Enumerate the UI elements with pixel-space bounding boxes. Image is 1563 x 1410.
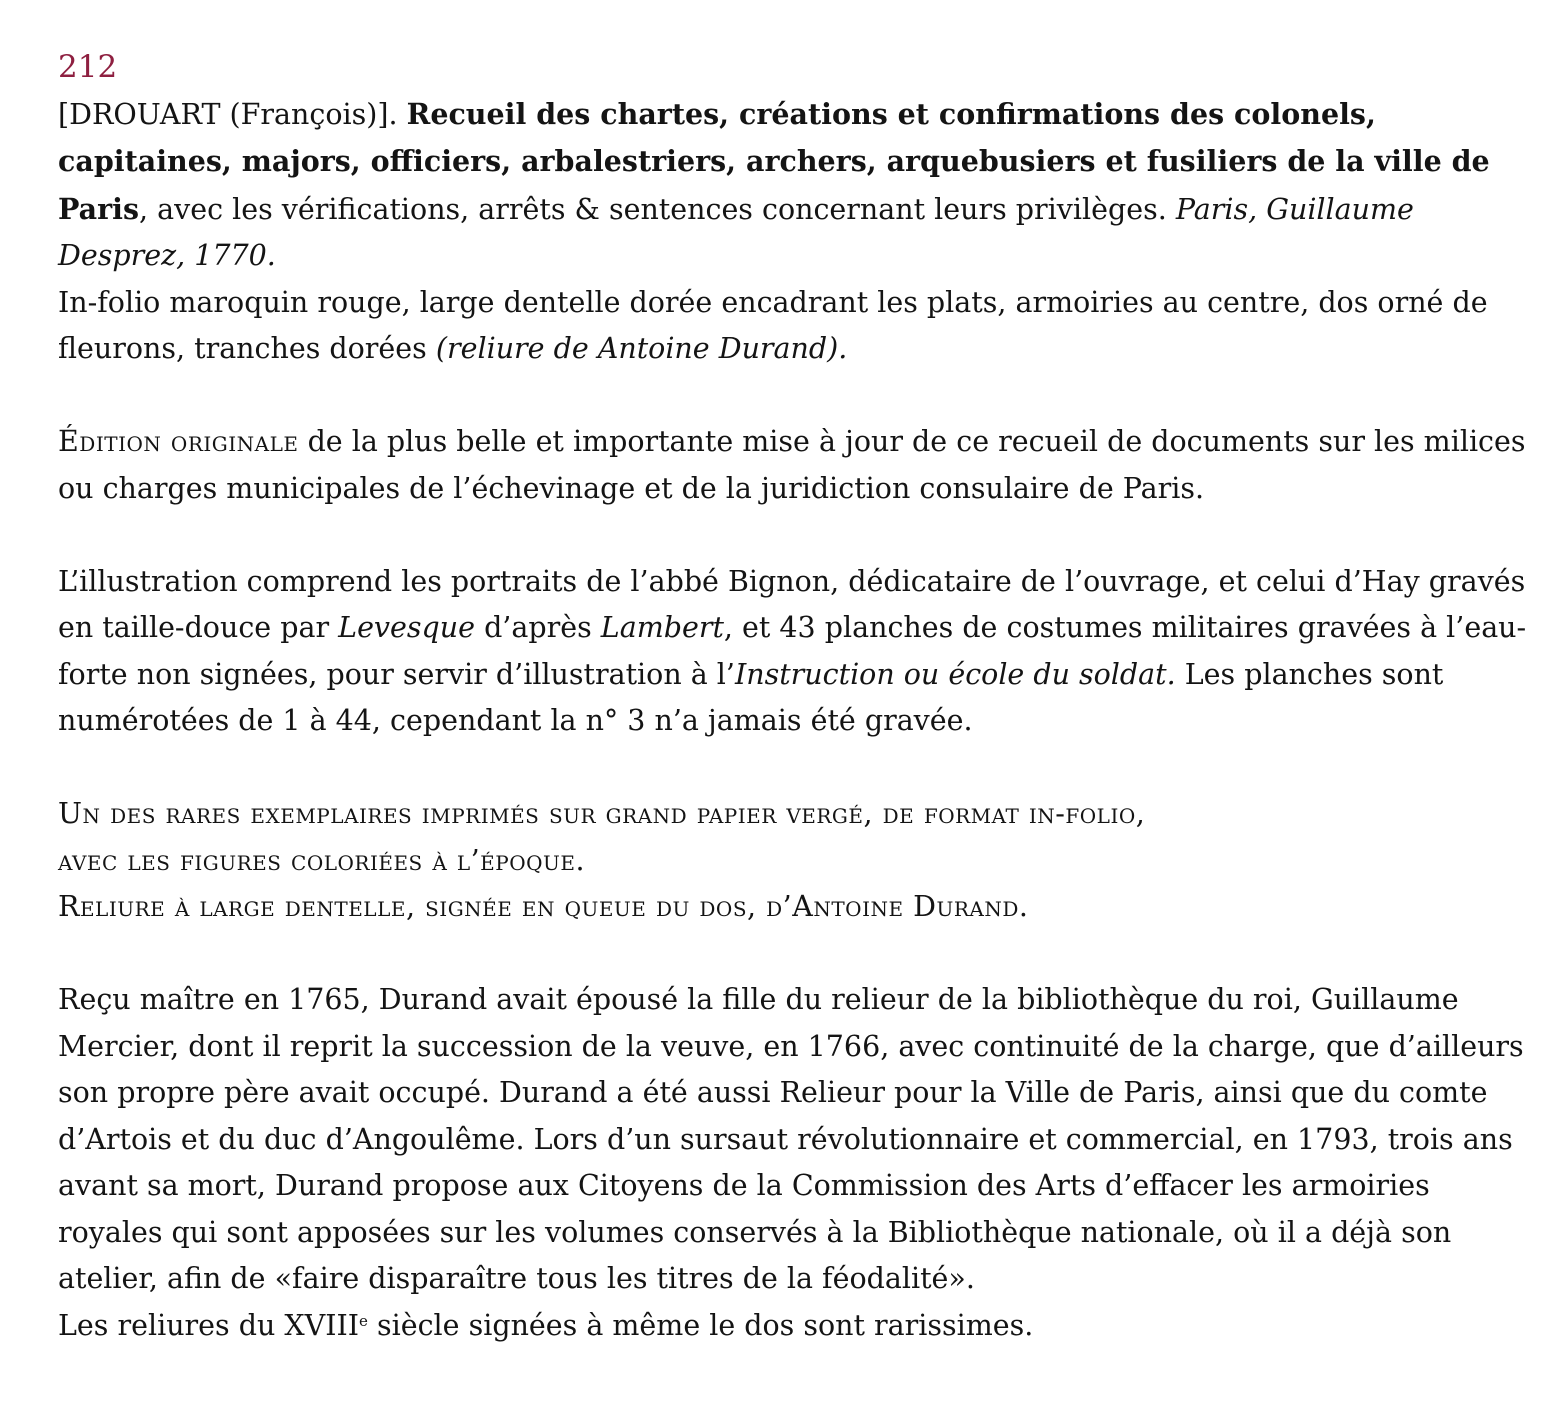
lot-number: 212 bbox=[58, 49, 118, 85]
final-text-pre: Les reliures du XVIII bbox=[58, 1308, 360, 1342]
edition-label: Édition originale bbox=[58, 425, 299, 458]
paragraph-gap bbox=[58, 931, 1528, 978]
century-superscript: e bbox=[359, 1311, 368, 1330]
edition-text: de la plus belle et importante mise à jour de ce recueil de documents sur les milices ou charges municipales de l’échevinage et de la juridiction consulaire de Paris. bbox=[58, 425, 1526, 505]
title-block bbox=[58, 91, 1528, 280]
copy-line-1: Un des rares exemplaires imprimés sur grand papier vergé, de format in-folio, bbox=[58, 797, 1146, 830]
illustration-paragraph bbox=[58, 559, 1528, 745]
author: [DROUART (François)]. bbox=[58, 97, 398, 131]
copy-line-2: avec les figures coloriées à l’époque. bbox=[58, 843, 586, 877]
edition-paragraph bbox=[58, 419, 1528, 512]
paragraph-gap bbox=[58, 373, 1528, 420]
illustration-text-2: d’après bbox=[484, 611, 592, 644]
binding-description bbox=[58, 280, 1528, 373]
illustration-text-4: Les planches sont numérotées de 1 à 44, cependant la n° 3 n’a jamais été gravée. bbox=[58, 657, 1444, 737]
work-title: Instruction ou école du soldat. bbox=[734, 657, 1176, 691]
binder-paragraph: Reçu maître en 1765, Durand avait épousé la fille du relieur de la bibliothèque du roi, Guillaume Mercier, dont il reprit la succession de la veuve, en 1766, avec continuité de la charge, que d’ailleurs son propre père avait occupé. Durand a été aussi Relieur pour la Ville de Paris, ainsi que du comte d’Artois et du duc d’Angoulême. Lors d’un sursaut révolutionnaire et commercial, en 1793, trois ans avant sa mort, Durand propose aux Citoyens de la Commission des Arts d’effacer les armoiries royales qui sont apposées sur les volumes conservés à la Bibliothèque nationale, où il a déjà son atelier, afin de «faire disparaître tous les titres de la féodalité». bbox=[58, 983, 1524, 1295]
catalogue-entry bbox=[58, 44, 1528, 1349]
engraver-name: Levesque bbox=[338, 611, 475, 644]
paragraph-gap bbox=[58, 745, 1528, 792]
book-title: Recueil des chartes, créations et confirmations des colonels, capitaines, majors, officiers, arbalestriers, archers, arquebusiers et fusiliers de la ville de Paris bbox=[58, 96, 1490, 226]
illustration-text-3: , et 43 planches de costumes militaires gravées à l’eau-forte non signées, pour servir d’illustration à l’ bbox=[58, 611, 1527, 691]
binder-final-line bbox=[58, 1303, 1528, 1350]
title-continuation: , avec les vérifications, arrêts & sentences concernant leurs privilèges. bbox=[139, 192, 1167, 226]
paragraph-gap bbox=[58, 512, 1528, 559]
final-text-post: siècle signées à même le dos sont rarissimes. bbox=[367, 1308, 1034, 1342]
illustration-text-1: L’illustration comprend les portraits de l’abbé Bignon, dédicataire de l’ouvrage, et celui d’Hay gravés en taille-douce par bbox=[58, 564, 1526, 644]
imprint: Paris, Guillaume Desprez, 1770. bbox=[58, 192, 1414, 272]
artist-name: Lambert bbox=[600, 611, 724, 644]
binding-attribution: (reliure de Antoine Durand). bbox=[435, 332, 848, 365]
copy-line-3: Reliure à large dentelle, signée en queue du dos, d’Antoine Durand. bbox=[58, 890, 1029, 923]
binding-text: In-folio maroquin rouge, large dentelle dorée encadrant les plats, armoiries au centre, dos orné de fleurons, tranches dorées bbox=[58, 285, 1488, 365]
